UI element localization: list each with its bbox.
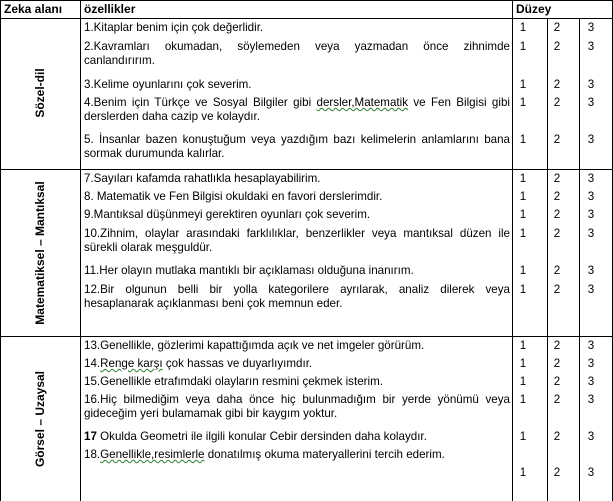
item-text: 4.Benim için Türkçe ve Sosyal Bilgiler gibi (84, 96, 317, 109)
list-item: 7.Sayıları kafamda rahatlıkla hesaplayabilirim. (84, 172, 321, 185)
level-option-2: 2 (553, 227, 561, 240)
list-item: 9.Mantıksal düşünmeyi gerektiren oyunları çok severim. (84, 208, 371, 221)
list-item (84, 96, 510, 124)
level-option-1: 1 (519, 339, 527, 352)
item-text-flagged: Genellikle,resimlerle (100, 448, 205, 461)
item-text: ve Fen Bilgisi gibi derslerden daha cazip ve kolaydır. (84, 96, 510, 124)
level-option-3: 3 (587, 78, 595, 91)
level-option-1: 1 (519, 393, 527, 406)
table-divider-level (512, 0, 513, 501)
table-border-left (0, 0, 1, 501)
level-option-1: 1 (519, 78, 527, 91)
level-option-2: 2 (553, 96, 561, 109)
section-title-verbal: Sözel-dil (33, 68, 47, 118)
level-divider-2 (547, 18, 548, 501)
list-item: 15.Genellikle etrafımdaki olayların resmini çekmek isterim. (84, 375, 383, 388)
list-item: 3.Kelime oyunlarını çok severim. (84, 78, 252, 91)
item-text: 18. (84, 448, 101, 461)
header-features: özellikler (84, 2, 136, 16)
level-option-1: 1 (519, 227, 527, 240)
item-text: çok hassas ve duyarlıyımdır. (162, 357, 313, 370)
section-divider-2 (0, 336, 613, 337)
level-option-2: 2 (553, 466, 561, 479)
item-number: 17 (84, 430, 97, 443)
level-option-1: 1 (519, 133, 527, 146)
level-option-1: 1 (519, 190, 527, 203)
level-option-1: 1 (519, 208, 527, 221)
level-option-2: 2 (553, 283, 561, 296)
list-item: 12.Bir olgunun belli bir yolla kategorilere ayrılarak, analiz dilerek veya hesaplanarak açıklanması beni çok memnun eder. (84, 283, 510, 311)
item-text: Okulda Geometri ile ilgili konular Cebir dersinden daha kolaydır. (96, 430, 427, 443)
level-option-3: 3 (587, 96, 595, 109)
list-item (84, 357, 510, 371)
list-item: 8. Matematik ve Fen Bilgisi okuldaki en favori derslerimdir. (84, 190, 383, 203)
list-item: 1.Kitaplar benim için çok değerlidir. (84, 21, 264, 34)
list-item (84, 448, 510, 462)
level-option-3: 3 (587, 133, 595, 146)
level-option-3: 3 (587, 208, 595, 221)
level-option-3: 3 (587, 40, 595, 53)
item-text: donatılmış okuma materyallerini tercih ederim. (204, 448, 445, 461)
list-item: 10.Zihnim, olaylar arasındaki farklılıklar, benzerlikler veya mantıksal düzen ile sürekli olarak meşguldür. (84, 227, 510, 255)
item-text-flagged: Renge karşı (100, 357, 163, 370)
section-divider-1 (0, 169, 613, 170)
header-level: Düzey (516, 2, 552, 16)
section-title-visual: Görsel – Uzaysal (33, 370, 47, 468)
level-option-3: 3 (587, 264, 595, 277)
level-option-1: 1 (519, 283, 527, 296)
level-option-2: 2 (553, 40, 561, 53)
level-option-3: 3 (587, 227, 595, 240)
list-item: 13.Genellikle, gözlerimi kapattığımda açık ve net imgeler görürüm. (84, 339, 425, 352)
level-option-3: 3 (587, 283, 595, 296)
level-option-1: 1 (519, 264, 527, 277)
level-option-1: 1 (519, 357, 527, 370)
list-item: 2.Kavramları okumadan, söylemeden veya yazmadan önce zihnimde canlandırırım. (84, 40, 510, 68)
level-option-3: 3 (587, 430, 595, 443)
level-option-2: 2 (553, 21, 561, 34)
level-option-2: 2 (553, 208, 561, 221)
level-option-3: 3 (587, 466, 595, 479)
level-option-3: 3 (587, 375, 595, 388)
level-option-3: 3 (587, 21, 595, 34)
list-item (84, 430, 510, 444)
item-text: 14. (84, 357, 101, 370)
level-option-3: 3 (587, 190, 595, 203)
level-option-2: 2 (553, 172, 561, 185)
level-option-3: 3 (587, 172, 595, 185)
level-divider-3 (579, 18, 580, 501)
list-item: 16.Hiç bilmediğim veya daha önce hiç bulunmadığım bir yerde yönümü veya gideceğim yeri bulamamak gibi bir kaygım yoktur. (84, 393, 510, 421)
item-text-flagged: dersler,Matematik (316, 96, 409, 109)
level-option-1: 1 (519, 21, 527, 34)
level-option-1: 1 (519, 172, 527, 185)
list-item: 5. İnsanlar bazen konuştuğum veya yazdığım bazı kelimelerin anlamlarını bana sormak durumunda kalırlar. (84, 133, 510, 161)
level-option-2: 2 (553, 133, 561, 146)
level-option-1: 1 (519, 430, 527, 443)
level-option-2: 2 (553, 190, 561, 203)
header-area: Zeka alanı (4, 2, 63, 16)
header-underline (0, 18, 613, 19)
table-divider-area (80, 0, 81, 501)
level-option-1: 1 (519, 466, 527, 479)
level-option-1: 1 (519, 40, 527, 53)
level-option-2: 2 (553, 393, 561, 406)
level-option-1: 1 (519, 96, 527, 109)
level-option-2: 2 (553, 375, 561, 388)
level-option-2: 2 (553, 357, 561, 370)
level-option-2: 2 (553, 78, 561, 91)
level-option-2: 2 (553, 339, 561, 352)
level-option-1: 1 (519, 375, 527, 388)
level-option-2: 2 (553, 430, 561, 443)
level-option-3: 3 (587, 393, 595, 406)
section-title-logical: Matematiksel – Mantıksal (33, 181, 47, 325)
level-option-3: 3 (587, 357, 595, 370)
level-option-3: 3 (587, 339, 595, 352)
level-option-2: 2 (553, 264, 561, 277)
list-item: 11.Her olayın mutlaka mantıklı bir açıklaması olduğuna inanırım. (84, 264, 414, 277)
